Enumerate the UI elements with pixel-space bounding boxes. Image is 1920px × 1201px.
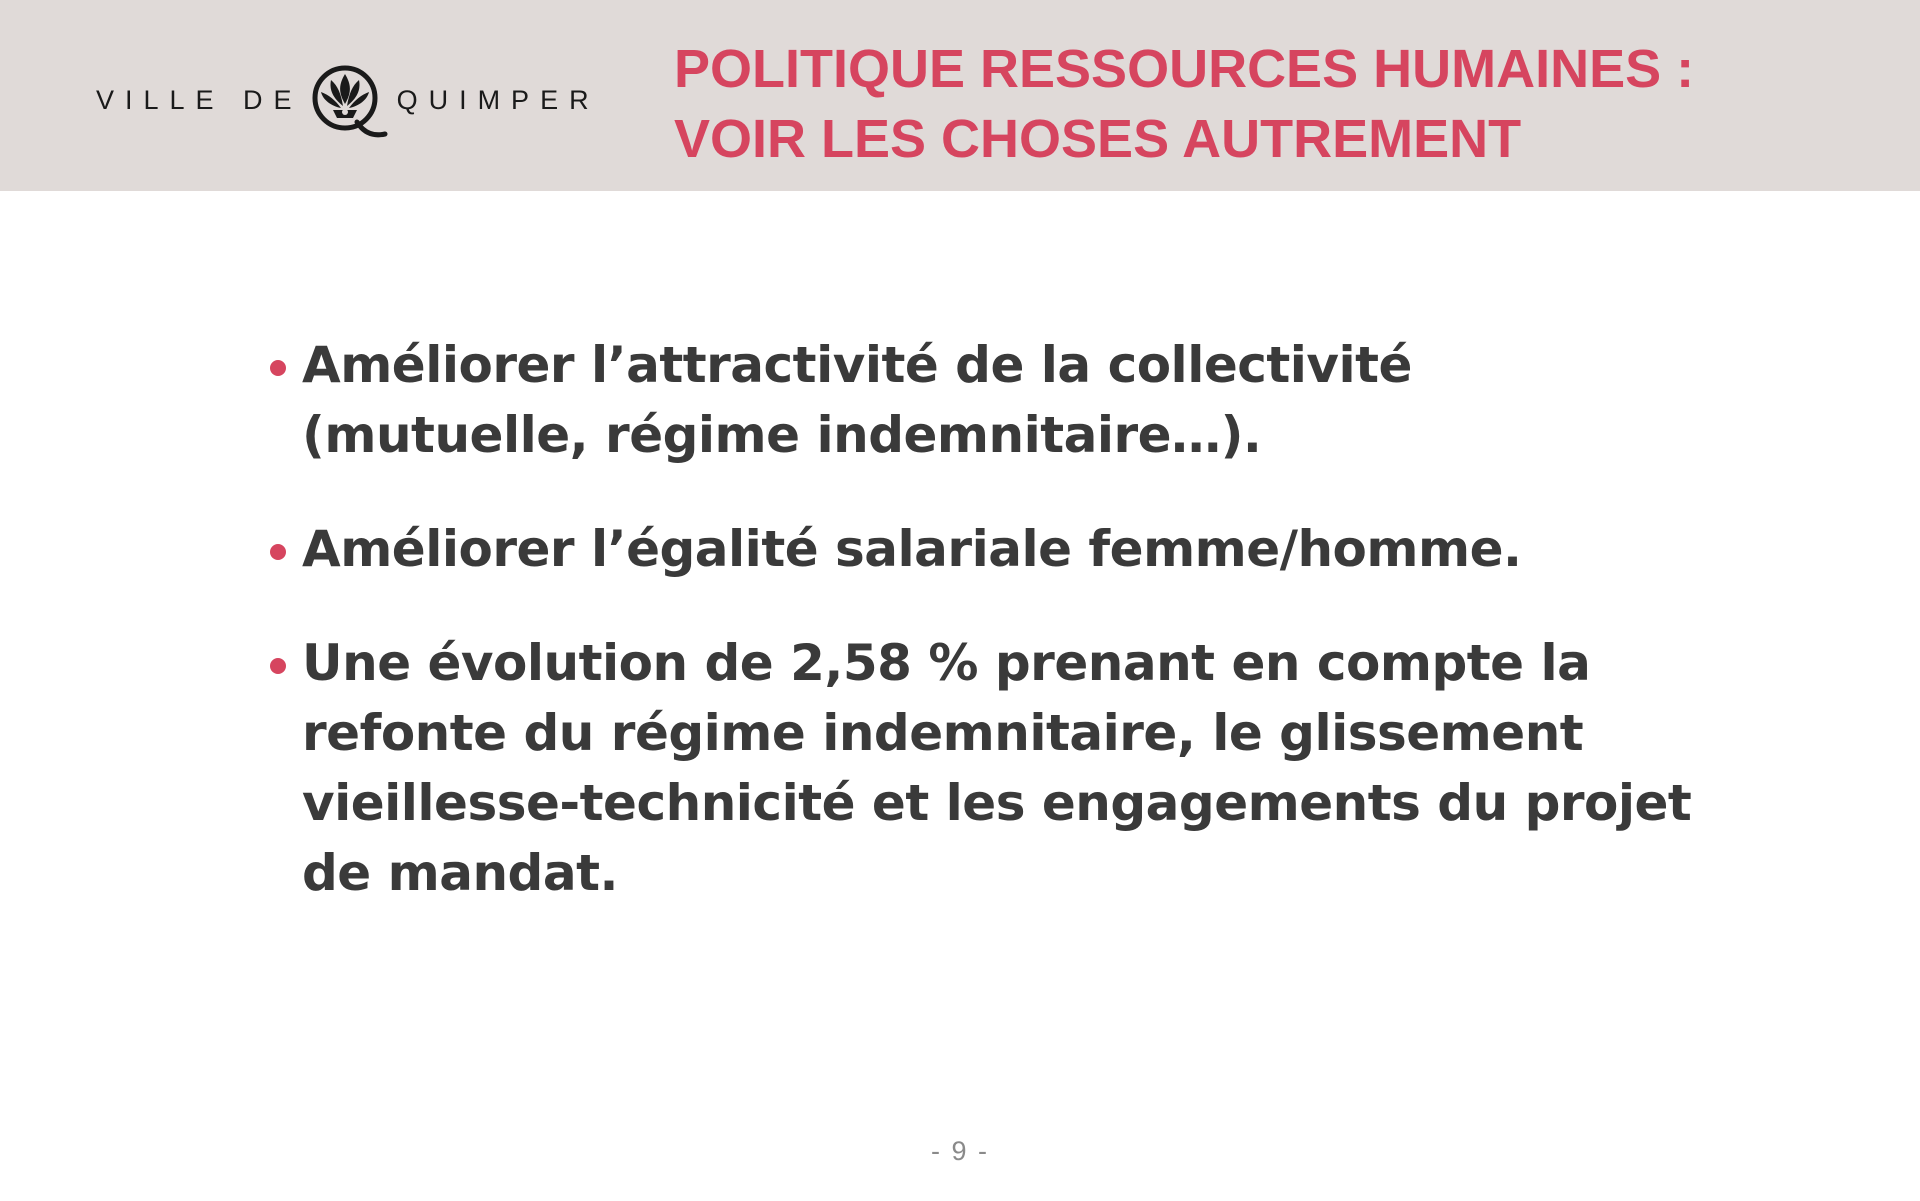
bullet-line: (mutuelle, régime indemnitaire…). bbox=[302, 406, 1262, 464]
slide-header bbox=[0, 0, 1920, 191]
bullet-line: Une évolution de 2,58 % prenant en compte la bbox=[302, 634, 1591, 692]
bullet-text bbox=[302, 628, 1702, 908]
ville-de-quimper-logo bbox=[96, 58, 600, 142]
bullet-line: de mandat. bbox=[302, 844, 618, 902]
bullet-list bbox=[262, 330, 1702, 952]
slide-title-line: VOIR LES CHOSES AUTREMENT bbox=[674, 109, 1522, 169]
bullet-line: vieillesse-technicité et les engagements du projet bbox=[302, 774, 1692, 832]
bullet-item bbox=[262, 330, 1702, 470]
slide-title-line: POLITIQUE RESSOURCES HUMAINES : bbox=[674, 39, 1695, 99]
bullet-dot-icon bbox=[270, 658, 286, 674]
bullet-dot-icon bbox=[270, 360, 286, 376]
logo-word-left: VILLE DE bbox=[96, 84, 303, 115]
quimper-crest-icon bbox=[305, 58, 391, 142]
bullet-dot-icon bbox=[270, 544, 286, 560]
bullet-item bbox=[262, 628, 1702, 908]
page-number: - 9 - bbox=[930, 1136, 989, 1166]
bullet-line: refonte du régime indemnitaire, le glissement bbox=[302, 704, 1584, 762]
bullet-line: Améliorer l’attractivité de la collectivité bbox=[302, 336, 1412, 394]
bullet-item bbox=[262, 514, 1702, 584]
slide-title bbox=[674, 34, 1874, 174]
logo-word-right: QUIMPER bbox=[396, 84, 600, 115]
bullet-text bbox=[302, 514, 1702, 584]
bullet-line: Améliorer l’égalité salariale femme/homme. bbox=[302, 520, 1522, 578]
bullet-text bbox=[302, 330, 1702, 470]
